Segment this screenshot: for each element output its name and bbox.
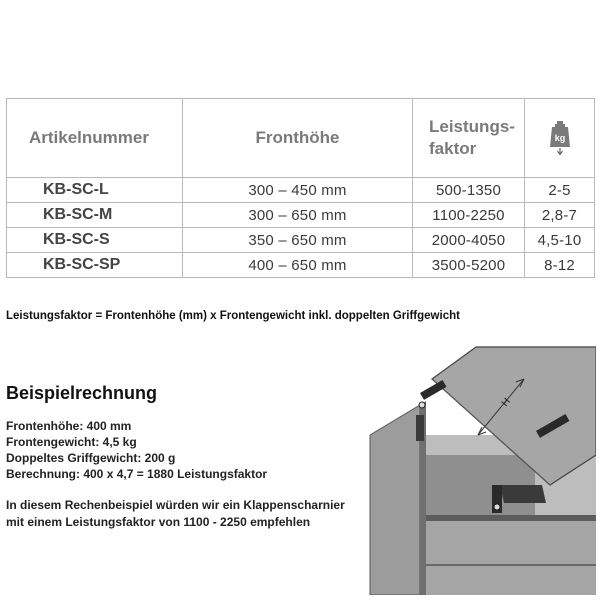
example-lines: [6, 418, 267, 482]
cell-code: KB-SC-SP: [7, 253, 183, 278]
header-power-factor: [413, 99, 525, 178]
table-row: [7, 203, 595, 228]
table-header-row: [7, 99, 595, 178]
table-row: [7, 228, 595, 253]
cell-height: 300 – 450 mm: [183, 178, 413, 203]
cell-height: 400 – 650 mm: [183, 253, 413, 278]
example-line-front-height: Frontenhöhe: 400 mm: [6, 419, 132, 433]
spec-table: [6, 98, 595, 278]
example-recommendation: [6, 497, 366, 531]
example-note-line2: mit einem Leistungsfaktor von 1100 - 2250 empfehlen: [6, 515, 311, 529]
example-line-handle-weight: Doppeltes Griffgewicht: 200 g: [6, 451, 176, 465]
cabinet-side-panel: [370, 405, 420, 595]
formula-text: Leistungsfaktor = Frontenhöhe (mm) x Frontengewicht inkl. doppelten Griffgewicht: [6, 310, 460, 322]
table-row: [7, 178, 595, 203]
spec-table-wrap: [6, 98, 594, 278]
cell-factor: 2000-4050: [413, 228, 525, 253]
cell-code: KB-SC-M: [7, 203, 183, 228]
cell-weight: 2-5: [525, 178, 595, 203]
cell-height: 300 – 650 mm: [183, 203, 413, 228]
cell-height: 350 – 650 mm: [183, 228, 413, 253]
example-line-calculation: Berechnung: 400 x 4,7 = 1880 Leistungsfaktor: [6, 467, 268, 481]
example-line-front-weight: Frontengewicht: 4,5 kg: [6, 435, 137, 449]
header-front-height: Fronthöhe: [183, 99, 413, 178]
weight-icon-label: kg: [554, 133, 565, 143]
cabinet-lower-panel: [426, 521, 596, 595]
cell-weight: 4,5-10: [525, 228, 595, 253]
cell-weight: 8-12: [525, 253, 595, 278]
cell-factor: 1100-2250: [413, 203, 525, 228]
header-article: Artikelnummer: [7, 99, 183, 178]
header-power-factor-line1: Leistungs-: [429, 117, 515, 136]
weight-kg-icon: [548, 121, 572, 155]
cell-weight: 2,8-7: [525, 203, 595, 228]
example-title: Beispielrechnung: [6, 383, 158, 403]
cell-factor: 3500-5200: [413, 253, 525, 278]
header-power-factor-line2: faktor: [429, 139, 477, 158]
cell-factor: 500-1350: [413, 178, 525, 203]
example-note-line1: In diesem Rechenbeispiel würden wir ein Klappenscharnier: [6, 498, 345, 512]
cabinet-shelf: [426, 515, 596, 521]
cell-code: KB-SC-S: [7, 228, 183, 253]
table-row: [7, 253, 595, 278]
cabinet-lift-flap-drawing: [360, 335, 596, 595]
cell-code: KB-SC-L: [7, 178, 183, 203]
header-weight: [525, 99, 595, 178]
dimension-label: H: [499, 396, 513, 409]
